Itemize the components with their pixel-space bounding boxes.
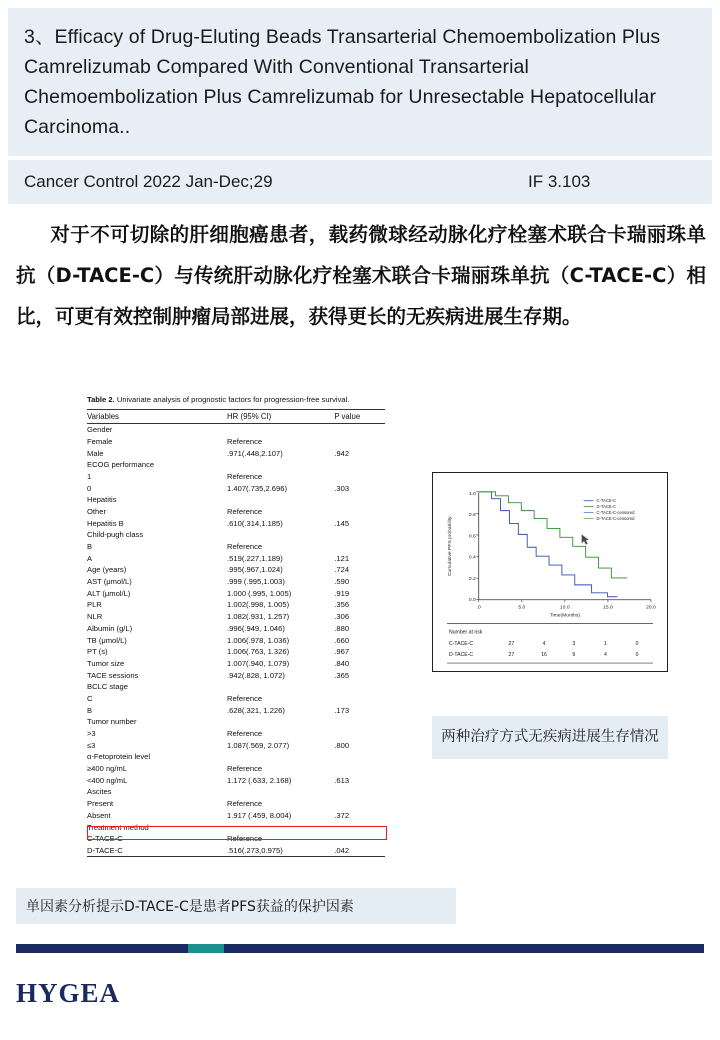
univariate-table-figure	[86, 394, 386, 858]
cell-hr: .519(.227,1.189)	[227, 553, 283, 563]
svg-text:15.0: 15.0	[603, 605, 613, 611]
svg-text:C-TACE-C: C-TACE-C	[596, 498, 617, 504]
svg-text:Time(Months): Time(Months)	[549, 613, 580, 619]
page-title: 3、Efficacy of Drug-Eluting Beads Transarterial Chemoembolization Plus Camrelizumab Compared With Conventional Transarterial Chemoembolization Plus Camrelizumab for Unresectable Hepatocellular Carcinoma..	[24, 26, 661, 138]
cell-variable: C-TACE-C	[87, 834, 123, 844]
table-caption	[87, 395, 385, 405]
table-row	[87, 599, 385, 611]
table-row	[87, 740, 385, 752]
svg-text:3: 3	[572, 641, 576, 648]
cell-hr: 1.172 (.633, 2.168)	[227, 775, 292, 785]
cell-pvalue	[334, 693, 385, 705]
header-variables: Variables	[87, 410, 227, 424]
table-row	[87, 821, 385, 833]
svg-text:D-TACE-C-censored: D-TACE-C-censored	[596, 516, 635, 522]
cell-pvalue	[334, 728, 385, 740]
cell-pvalue	[334, 798, 385, 810]
svg-text:D-TACE-C: D-TACE-C	[449, 652, 474, 659]
cell-hr: Reference	[227, 834, 263, 844]
svg-text:9: 9	[572, 652, 576, 659]
svg-text:C-TACE-C: C-TACE-C	[449, 641, 474, 648]
table-row	[87, 424, 385, 436]
cell-pvalue: .800	[334, 740, 350, 750]
cell-pvalue	[334, 763, 385, 775]
table-row	[87, 646, 385, 658]
cell-hr: .628(.321, 1.226)	[227, 705, 285, 715]
cell-hr	[227, 681, 334, 693]
header-hr: HR (95% CI)	[227, 410, 334, 424]
table-row	[87, 716, 385, 728]
cell-hr: .995(.967,1.024)	[227, 565, 283, 575]
cell-pvalue: .145	[334, 518, 350, 528]
table-row	[87, 669, 385, 681]
km-curve-figure	[432, 472, 668, 672]
cell-variable: Ascites	[87, 787, 112, 797]
svg-text:.0: .0	[476, 605, 481, 611]
cell-pvalue: .880	[334, 623, 350, 633]
cell-variable: Other	[87, 506, 106, 516]
svg-text:4: 4	[542, 641, 546, 648]
cell-pvalue	[334, 471, 385, 483]
svg-text:0.8: 0.8	[468, 513, 476, 519]
cell-pvalue	[334, 529, 385, 541]
cell-variable: Tumor number	[87, 717, 137, 727]
cell-pvalue	[334, 459, 385, 471]
table-row	[87, 553, 385, 565]
cell-hr: 1.002(.998, 1.005)	[227, 600, 290, 610]
cell-variable: PLR	[87, 600, 102, 610]
journal-citation: Cancer Control 2022 Jan-Dec;29	[24, 172, 273, 191]
cell-pvalue: .365	[334, 670, 350, 680]
cell-variable: 0	[87, 483, 92, 493]
cell-variable: AST (μmol/L)	[87, 577, 132, 587]
cell-variable: α-Fetoprotein level	[87, 752, 151, 762]
table-row	[87, 810, 385, 822]
cell-pvalue: .173	[334, 705, 350, 715]
cell-variable: ≤3	[87, 740, 96, 750]
cell-variable: ≥400 ng/mL	[87, 764, 128, 774]
cell-hr	[227, 459, 334, 471]
cell-pvalue	[334, 681, 385, 693]
table-row	[87, 728, 385, 740]
cell-pvalue: .306	[334, 612, 350, 622]
table-row	[87, 833, 385, 845]
cell-hr	[227, 529, 334, 541]
cell-pvalue: .121	[334, 553, 350, 563]
cell-variable: Treatment method	[87, 822, 149, 832]
cell-pvalue: .942	[334, 448, 350, 458]
cell-variable: Age (years)	[87, 565, 127, 575]
table-row	[87, 705, 385, 717]
table-row	[87, 681, 385, 693]
brand-logo: HYGEA	[16, 978, 121, 1008]
table-row	[87, 786, 385, 798]
cell-variable: ECOG performance	[87, 460, 155, 470]
svg-text:0: 0	[635, 652, 639, 659]
cell-variable: Male	[87, 448, 104, 458]
cell-hr	[227, 424, 334, 436]
svg-text:Number at risk: Number at risk	[449, 629, 483, 636]
cell-hr	[227, 751, 334, 763]
svg-text:16: 16	[541, 652, 547, 659]
cell-hr: Reference	[227, 436, 263, 446]
table-row	[87, 436, 385, 448]
cell-hr: 1.407(.735,2.696)	[227, 483, 287, 493]
cell-pvalue	[334, 751, 385, 763]
cell-pvalue: .356	[334, 600, 350, 610]
footer-accent	[188, 944, 224, 953]
cell-pvalue	[334, 716, 385, 728]
table-row	[87, 693, 385, 705]
cell-hr: .996(.949, 1.046)	[227, 623, 285, 633]
cell-variable: TACE sessions	[87, 670, 139, 680]
table-row	[87, 763, 385, 775]
cell-pvalue: .613	[334, 775, 350, 785]
title-block	[8, 8, 712, 156]
cell-pvalue: .919	[334, 588, 350, 598]
cell-pvalue	[334, 494, 385, 506]
cell-variable: ALT (μmol/L)	[87, 588, 131, 598]
cell-variable: Child-pugh class	[87, 530, 144, 540]
footer-rule	[16, 944, 704, 953]
cell-pvalue	[334, 424, 385, 436]
journal-bar	[8, 160, 712, 204]
cell-variable: D-TACE-C	[87, 845, 227, 857]
cell-hr: .971(.448,2.107)	[227, 448, 283, 458]
table-row	[87, 482, 385, 494]
cell-hr: Reference	[227, 799, 263, 809]
cell-hr	[227, 494, 334, 506]
table-header-row	[87, 410, 385, 424]
cell-variable: BCLC stage	[87, 682, 128, 692]
km-curve-svg	[433, 473, 667, 671]
cell-hr: Reference	[227, 764, 263, 774]
table-row	[87, 506, 385, 518]
cell-variable: Albumin (g/L)	[87, 623, 133, 633]
km-figure-caption: 两种治疗方式无疾病进展生存情况	[432, 716, 668, 759]
svg-text:Cumulative PFS probability: Cumulative PFS probability	[448, 516, 453, 577]
cell-variable: 1	[87, 471, 92, 481]
cell-hr: Reference	[227, 506, 263, 516]
svg-text:27: 27	[508, 641, 515, 648]
svg-text:0.6: 0.6	[468, 534, 476, 540]
table-row	[87, 447, 385, 459]
cell-hr: .999 (.995,1.003)	[227, 577, 285, 587]
cell-pvalue: .724	[334, 565, 350, 575]
cell-hr: Reference	[227, 471, 263, 481]
cell-variable: A	[87, 553, 93, 563]
table-caption-label: Table 2.	[87, 395, 115, 404]
cell-hr: Reference	[227, 693, 263, 703]
cell-variable: Female	[87, 436, 113, 446]
cell-variable: Present	[87, 799, 114, 809]
table-row	[87, 611, 385, 623]
cell-hr: 1.087(.569, 2.077)	[227, 740, 290, 750]
table-row	[87, 623, 385, 635]
analysis-note: 单因素分析提示D-TACE-C是患者PFS获益的保护因素	[16, 888, 456, 924]
cell-hr: .942(.828, 1.072)	[227, 670, 285, 680]
cell-pvalue: .840	[334, 658, 350, 668]
svg-text:4: 4	[604, 652, 607, 659]
svg-text:1.0: 1.0	[468, 491, 476, 497]
cell-hr: 1.007(.940, 1.079)	[227, 658, 290, 668]
svg-text:10.0: 10.0	[560, 605, 570, 611]
cell-hr	[227, 821, 334, 833]
svg-text:27: 27	[508, 652, 515, 659]
header-pvalue: P value	[334, 410, 385, 424]
conclusion-text	[16, 214, 706, 337]
table-row	[87, 751, 385, 763]
cell-pvalue: .303	[334, 483, 350, 493]
cell-hr	[227, 716, 334, 728]
cell-variable: >3	[87, 729, 96, 739]
cell-pvalue: .967	[334, 647, 350, 657]
cell-pvalue	[334, 833, 385, 845]
svg-text:5.0: 5.0	[518, 605, 526, 611]
table-row	[87, 494, 385, 506]
cell-hr: 1.082(.931, 1.257)	[227, 612, 290, 622]
cell-hr: .516(.273,0.975)	[227, 845, 334, 857]
cell-variable: Tumor size	[87, 658, 125, 668]
table-body	[87, 424, 385, 857]
cell-hr: 1.006(.978, 1.036)	[227, 635, 290, 645]
svg-text:20.0: 20.0	[646, 605, 656, 611]
cell-hr: .610(.314,1.185)	[227, 518, 283, 528]
cell-variable: B	[87, 542, 93, 552]
table-row	[87, 529, 385, 541]
table-caption-text: Univariate analysis of prognostic factors for progression-free survival.	[114, 395, 350, 404]
cell-variable: PT (s)	[87, 647, 108, 657]
cell-hr: Reference	[227, 729, 263, 739]
cell-variable: Hepatitis B	[87, 518, 124, 528]
svg-text:0: 0	[635, 641, 639, 648]
cell-pvalue: .660	[334, 635, 350, 645]
cell-variable: B	[87, 705, 93, 715]
svg-text:0.2: 0.2	[468, 576, 476, 582]
cell-pvalue: .042	[334, 845, 385, 857]
table-row	[87, 564, 385, 576]
cell-pvalue: .590	[334, 577, 350, 587]
svg-text:C-TACE-C-censored: C-TACE-C-censored	[596, 510, 635, 516]
cell-hr: Reference	[227, 542, 263, 552]
cell-variable: Absent	[87, 810, 111, 820]
conclusion-body: 对于不可切除的肝细胞癌患者，载药微球经动脉化疗栓塞术联合卡瑞丽珠单抗（D-TACE-C）与传统肝动脉化疗栓塞术联合卡瑞丽珠单抗（C-TACE-C）相比，可更有效控制肿瘤局部进展，获得更长的无疾病进展生存期。	[16, 223, 706, 328]
cell-pvalue	[334, 541, 385, 553]
cell-pvalue	[334, 436, 385, 448]
svg-text:0.4: 0.4	[468, 555, 476, 561]
cell-hr: 1.000 (.995, 1.005)	[227, 588, 292, 598]
univariate-table	[87, 409, 385, 857]
table-row	[87, 775, 385, 787]
cell-hr: 1.006(.763, 1.326)	[227, 647, 290, 657]
table-row	[87, 541, 385, 553]
cell-variable: TB (μmol/L)	[87, 635, 127, 645]
table-row	[87, 518, 385, 530]
cell-variable: C	[87, 693, 93, 703]
table-row	[87, 576, 385, 588]
table-row	[87, 658, 385, 670]
table-row	[87, 588, 385, 600]
table-row	[87, 845, 385, 857]
cell-pvalue: .372	[334, 810, 350, 820]
cell-hr	[227, 786, 334, 798]
cell-variable: <400 ng/mL	[87, 775, 128, 785]
cell-pvalue	[334, 506, 385, 518]
table-row	[87, 459, 385, 471]
table-row	[87, 471, 385, 483]
impact-factor: IF 3.103	[528, 172, 591, 191]
table-row	[87, 634, 385, 646]
cell-variable: Gender	[87, 425, 113, 435]
cell-variable: NLR	[87, 612, 103, 622]
cell-pvalue	[334, 821, 385, 833]
cell-hr: 1.917 (.459, 8.004)	[227, 810, 292, 820]
svg-text:1: 1	[604, 641, 607, 648]
table-row	[87, 798, 385, 810]
svg-text:0.0: 0.0	[468, 598, 476, 604]
cell-pvalue	[334, 786, 385, 798]
cell-variable: Hepatitis	[87, 495, 117, 505]
svg-text:D-TACE-C: D-TACE-C	[596, 504, 617, 510]
